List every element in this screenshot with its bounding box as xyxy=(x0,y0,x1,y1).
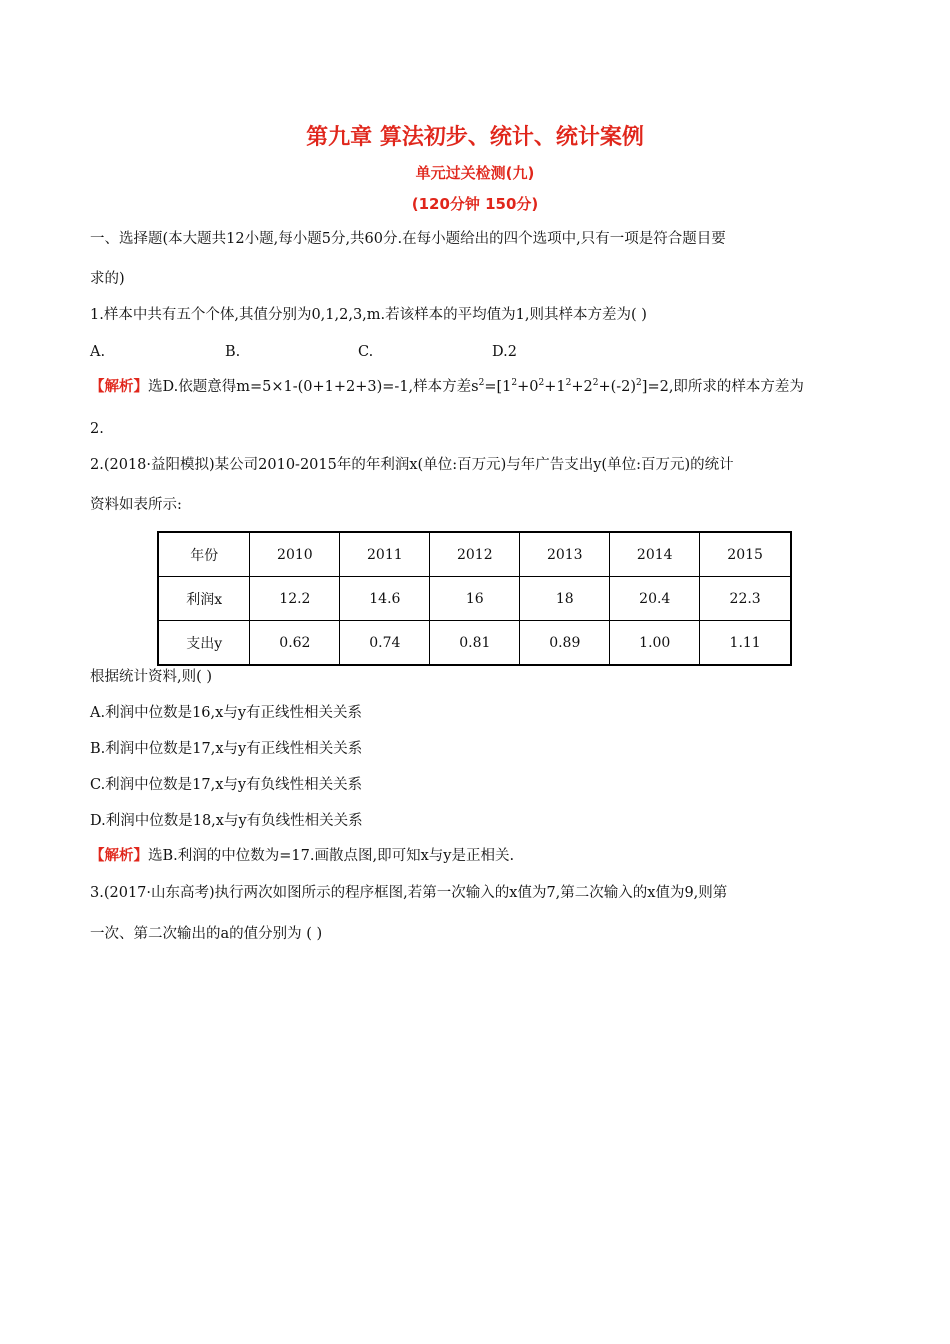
table-cell: 0.74 xyxy=(340,621,430,666)
q1-option-b: B. xyxy=(225,344,241,360)
table-cell: 利润x xyxy=(158,577,250,621)
analysis-tag: 【解析】 xyxy=(90,378,148,395)
q2-option-b: B.利润中位数是17,x与y有正线性相关关系 xyxy=(90,741,363,757)
table-cell: 2011 xyxy=(340,532,430,577)
q1-option-a: A. xyxy=(90,344,106,360)
table-cell: 0.89 xyxy=(520,621,610,666)
q2-prompt: 根据统计资料,则( ) xyxy=(90,669,213,685)
table-row xyxy=(158,532,791,577)
section-intro-line2: 求的) xyxy=(90,271,125,287)
time-score: (120分钟 150分) xyxy=(411,195,539,213)
table-cell: 18 xyxy=(520,577,610,621)
table-cell: 0.62 xyxy=(250,621,340,666)
q3-stem-line2: 一次、第二次输出的a的值分别为 ( ) xyxy=(90,926,323,942)
q2-stem-line2: 资料如表所示: xyxy=(90,497,182,513)
table-cell: 2015 xyxy=(700,532,791,577)
table-cell: 支出y xyxy=(158,621,250,666)
table-cell: 年份 xyxy=(158,532,250,577)
table-cell: 1.00 xyxy=(610,621,700,666)
table-cell: 22.3 xyxy=(700,577,791,621)
unit-title: 单元过关检测(九) xyxy=(415,164,535,182)
statistics-table xyxy=(157,531,792,666)
table-cell: 2012 xyxy=(430,532,520,577)
table-cell: 2014 xyxy=(610,532,700,577)
table-cell: 0.81 xyxy=(430,621,520,666)
q1-analysis-cont: 2. xyxy=(90,421,104,437)
chapter-title: 第九章 算法初步、统计、统计案例 xyxy=(306,125,644,150)
q2-option-d: D.利润中位数是18,x与y有负线性相关关系 xyxy=(90,813,363,829)
table-cell: 2013 xyxy=(520,532,610,577)
q2-analysis: 【解析】选B.利润的中位数为=17.画散点图,即可知x与y是正相关. xyxy=(90,847,515,864)
q1-option-d: D.2 xyxy=(492,344,517,360)
q1-stem: 1.样本中共有五个个体,其值分别为0,1,2,3,m.若该样本的平均值为1,则其样本方差为( ) xyxy=(90,307,647,323)
q2-stem-line1: 2.(2018·益阳模拟)某公司2010-2015年的年利润x(单位:百万元)与年广告支出y(单位:百万元)的统计 xyxy=(90,457,734,473)
table-row xyxy=(158,621,791,666)
q2-option-c: C.利润中位数是17,x与y有负线性相关关系 xyxy=(90,777,363,793)
q1-option-c: C. xyxy=(358,344,374,360)
analysis-tag: 【解析】 xyxy=(90,847,148,864)
q3-stem-line1: 3.(2017·山东高考)执行两次如图所示的程序框图,若第一次输入的x值为7,第二次输入的x值为9,则第 xyxy=(90,885,728,901)
q2-option-a: A.利润中位数是16,x与y有正线性相关关系 xyxy=(90,705,363,721)
table-cell: 2010 xyxy=(250,532,340,577)
table-cell: 14.6 xyxy=(340,577,430,621)
table-cell: 16 xyxy=(430,577,520,621)
table-cell: 1.11 xyxy=(700,621,791,666)
q1-analysis: 【解析】选D.依题意得m=5×1-(0+1+2+3)=-1,样本方差$s^2=[1^2+0^2+1^2+2^2+(-2)^2]=2$,即所求的样本方差为 xyxy=(90,378,804,395)
section-intro-line1: 一、选择题(本大题共12小题,每小题5分,共60分.在每小题给出的四个选项中,只有一项是符合题目要 xyxy=(90,231,726,247)
table-cell: 20.4 xyxy=(610,577,700,621)
table-row xyxy=(158,577,791,621)
table-cell: 12.2 xyxy=(250,577,340,621)
